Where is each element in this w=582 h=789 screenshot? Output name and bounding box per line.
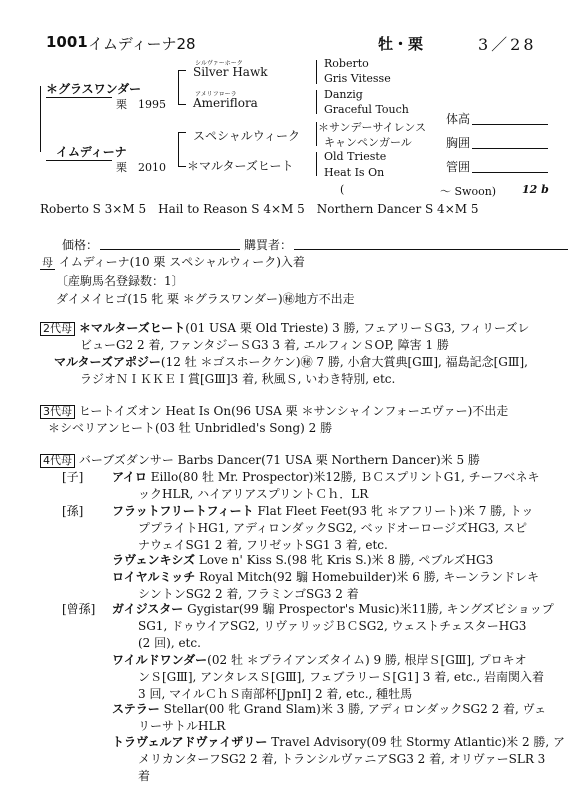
sire-name: ＊グラスワンダー — [46, 82, 142, 96]
child-label: [子] — [62, 470, 84, 484]
inbreeding-line: Roberto S 3×M 5 Hail to Reason S 4×M 5 Northern Dancer S 4×M 5 — [40, 202, 479, 216]
gen3-3: Danzig — [324, 88, 363, 101]
gen3-1: Roberto — [324, 57, 369, 70]
entry-travel-advisory-l3: 着 — [138, 769, 151, 783]
family-note-close: ～ Swoon) — [440, 185, 497, 198]
gen3-2: Gris Vitesse — [324, 72, 391, 85]
family-note-open: ( — [340, 183, 345, 196]
gen2-dam-name: ＊マルターズヒート — [78, 321, 186, 335]
gen3-8: Heat Is On — [324, 166, 385, 179]
cannon-label: 管囲 — [446, 160, 471, 174]
sire-sire-name: Silver Hawk — [193, 65, 268, 79]
lot-number: 1001 — [46, 33, 88, 51]
entry-wild-wonder-l3: 3 回, マイルＣｈＳ南部杯[JpnⅠ] 2 着, etc., 種牡馬 — [138, 687, 413, 701]
gen2-label: 2代母 — [40, 322, 75, 336]
gen2-line1: (01 USA 栗 Old Trieste) 3 勝, フェアリーＳG3, フィリーズレ — [185, 321, 530, 335]
entry-gygistar: ガイジスター Gygistar(99 騸 Prospector's Music)米11勝, キングズビショップ — [112, 602, 554, 616]
gen2-line2: ビューG2 2 着, ファンタジーＳG3 3 着, エルフィンＳOP, 障害 1 勝 — [80, 338, 449, 352]
entry-travel-advisory: トラヴェルアドヴァイザリー Travel Advisory(09 牡 Stormy Atlantic)米 2 勝, ア — [112, 735, 566, 749]
dam-label: 母 — [42, 256, 53, 269]
gen3-6: キャンペンガール — [324, 136, 412, 149]
gen2-line4: ラジオＮＩＫＫＥＩ賞[GⅢ]3 着, 秋風Ｓ, いわき特別, etc. — [80, 372, 396, 386]
gen3-7: Old Trieste — [324, 150, 387, 163]
entry-wild-wonder-l2: ンＳ[GⅢ], アンタレスＳ[GⅢ], フェブラリーＳ[G1] 3 着, etc., 岩南関入着 — [138, 670, 544, 684]
horse-name: イムディーナ28 — [88, 35, 196, 53]
entry-stellar-l2: リーサトルHLR — [138, 719, 226, 733]
entry-love-n-kiss: ラヴェンキシズ Love n' Kiss S.(98 牝 Kris S.)米 8 勝, ペブルズHG3 — [112, 553, 494, 567]
gen3-line1: ヒートイズオン Heat Is On(96 USA 栗 ＊サンシャインフォーエヴァー)不出走 — [78, 404, 509, 418]
height-label: 体高 — [446, 112, 471, 126]
sire-dam-name: Ameriflora — [193, 96, 258, 110]
dam-line2: 〔産駒馬名登録数：1〕 — [56, 274, 184, 288]
girth-label: 胸囲 — [446, 136, 471, 150]
gen3-label: 3代母 — [40, 405, 75, 419]
dam-color-year: 栗 2010 — [116, 161, 166, 174]
dam-dam-name: ＊マルターズヒート — [187, 159, 294, 173]
entry-flat-fleet-feet: フラットフリートフィート Flat Fleet Feet(93 牝 ＊アフリート)米 7 勝, トッ — [112, 504, 534, 518]
gen3-section — [40, 403, 508, 420]
gen4-label: 4代母 — [40, 454, 75, 468]
birth-date: 3／28 — [478, 35, 537, 54]
entry-royal-mitch: ロイヤルミッチ Royal Mitch(92 騸 Homebuilder)米 6 勝, キーンランドレキ — [112, 570, 540, 584]
entry-eillo: アイロ Eillo(80 牡 Mr. Prospector)米12勝, ＢＣスプリントG1, チーフベネキ — [112, 470, 540, 484]
gen4-section — [40, 452, 480, 469]
entry-flat-fleet-feet-l2: ププライトHG1, アディロンダックSG2, ベッドオーロージズHG3, スピ — [138, 521, 527, 535]
sire-dam-ruby: アメリフローラ — [195, 91, 237, 98]
family-number: 12 b — [522, 183, 549, 196]
entry-stellar: ステラー Stellar(00 牝 Grand Slam)米 3 勝, アディロンダックSG2 2 着, ヴェ — [112, 702, 547, 716]
dam-sire-name: スペシャルウィーク — [193, 129, 301, 143]
entry-eillo-l2: ックHLR, ハイアリアスプリントＣｈ．LR — [138, 487, 369, 501]
entry-gygistar-l2: SG1, ドゥウイアSG2, リヴァリッジＢＣSG2, ウェストチェスターHG3 — [138, 619, 527, 633]
buyer-label: 購買者： — [244, 238, 293, 252]
sire-color-year: 栗 1995 — [116, 98, 166, 111]
gen3-5: ＊サンデーサイレンス — [318, 121, 427, 134]
entry-gygistar-l3: (2 回), etc. — [138, 636, 201, 650]
entry-flat-fleet-feet-l3: ナウェイSG1 2 着, フリゼットSG1 3 着, etc. — [138, 538, 388, 552]
dam-line1: イムディーナ(10 栗 スペシャルウィーク)入着 — [58, 255, 305, 269]
gen2-section — [40, 320, 560, 337]
entry-travel-advisory-l2: メリカンターフSG2 2 着, トランシルヴァニアSG3 2 着, オリヴァーSLR 3 — [138, 752, 546, 766]
gen4-line1: バーブズダンサー Barbs Dancer(71 USA 栗 Northern Dancer)米 5 勝 — [78, 453, 480, 467]
entry-wild-wonder: ワイルドワンダー(02 牡 ＊プライアンズタイム) 9 勝, 根岸Ｓ[GⅢ], プロキオ — [112, 653, 527, 667]
gen3-line2: ＊シベリアンヒート(03 牡 Unbridled's Song) 2 勝 — [48, 421, 333, 435]
sex-color: 牡・栗 — [378, 35, 424, 53]
gen2-winner-name: マルターズアポジー — [54, 355, 161, 369]
dam-line3: ダイメイヒゴ(15 牝 栗 ＊グラスワンダー)㊙地方不出走 — [56, 292, 355, 306]
great-label: [曾孫] — [62, 602, 96, 616]
gen3-4: Graceful Touch — [324, 103, 409, 116]
price-label: 価格： — [62, 238, 99, 252]
gen2-line3: マルターズアポジー(12 牡 ＊ゴスホークケン)㊙ 7 勝, 小倉大賞典[GⅢ], 福島記念[GⅢ], — [54, 355, 528, 369]
entry-royal-mitch-l2: シントンSG2 2 着, フラミンゴSG3 2 着 — [138, 587, 359, 601]
dam-name: イムディーナ — [56, 145, 127, 159]
grand-label: [孫] — [62, 504, 84, 518]
sire-sire-ruby: シルヴァーホーク — [195, 60, 243, 67]
dam-section — [40, 253, 305, 270]
